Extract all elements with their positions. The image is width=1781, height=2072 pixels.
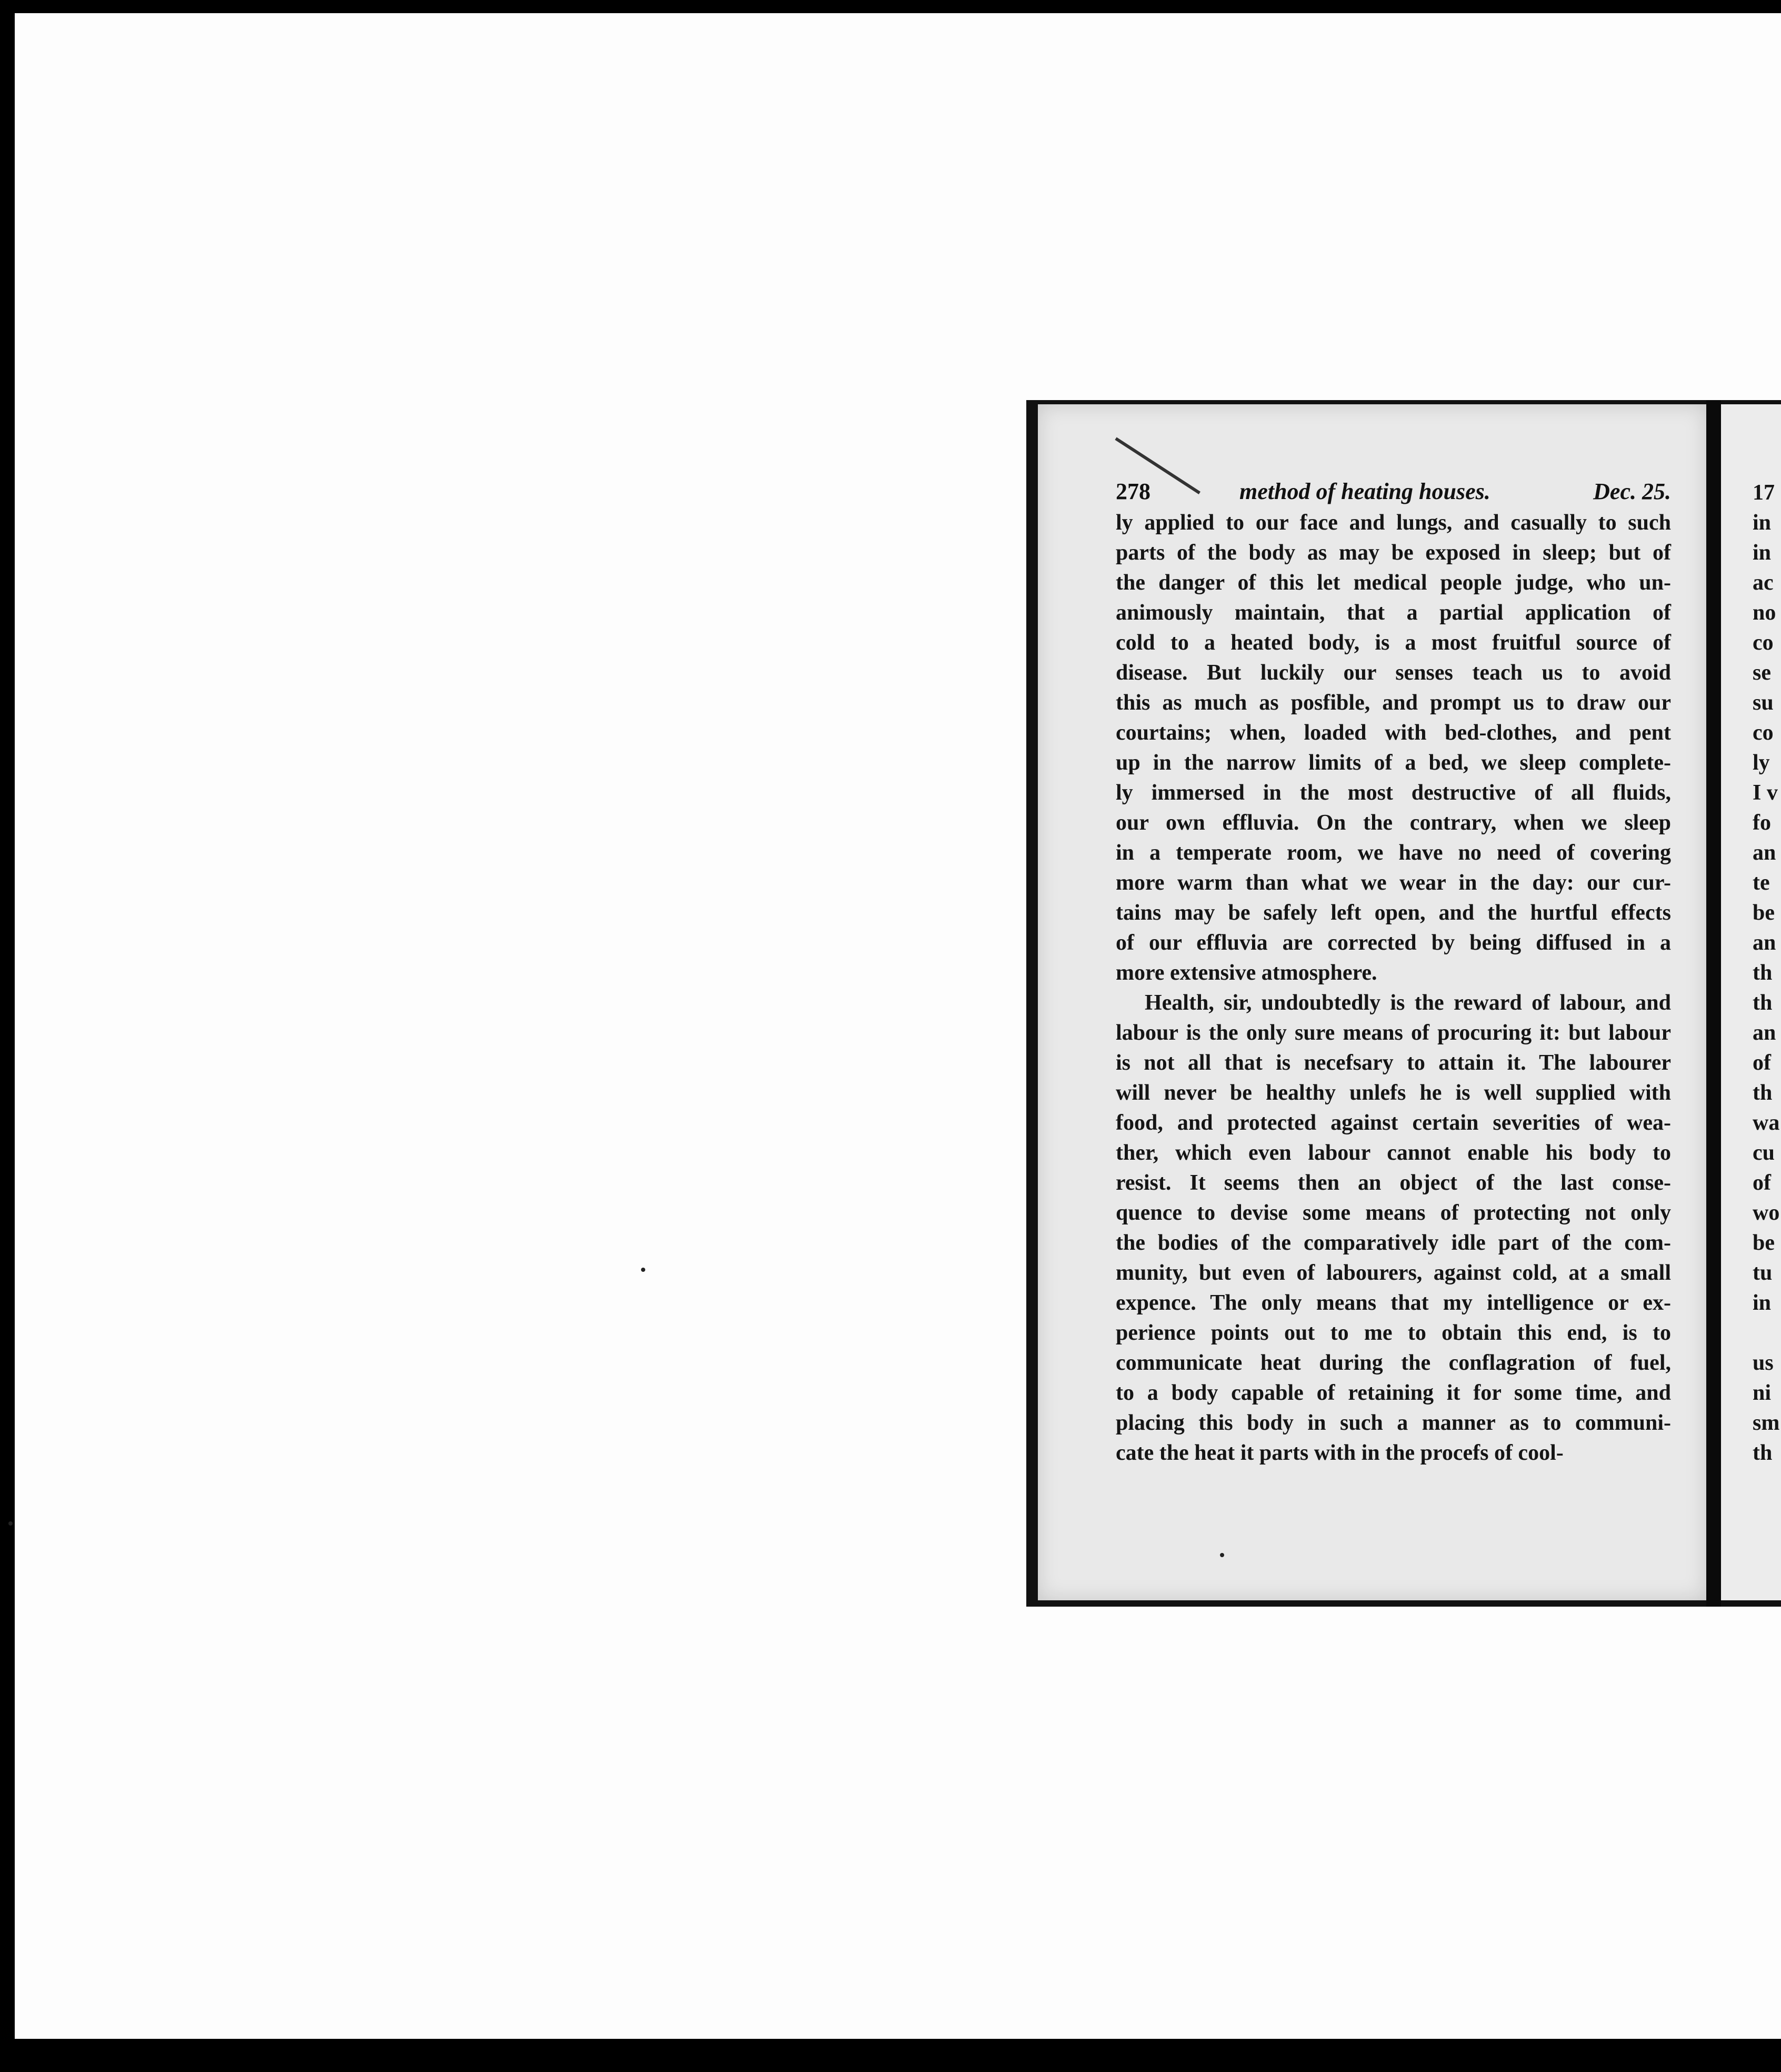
text-line: in a temperate room, we have no need of covering (1116, 841, 1671, 865)
header-date: Dec. 25. (1593, 479, 1671, 504)
right-page-fragment: ac (1753, 571, 1774, 595)
right-page-fragment: co (1753, 721, 1774, 745)
text-line: quence to devise some means of protecting not only (1116, 1201, 1671, 1225)
text-line: parts of the body as may be exposed in sleep; but of (1116, 541, 1671, 565)
right-page-fragment: th (1753, 961, 1773, 985)
right-page-fragment: ly (1753, 751, 1770, 775)
text-line: food, and protected against certain severities of wea- (1116, 1111, 1671, 1135)
right-page-fragment: th (1753, 1441, 1773, 1465)
right-page-fragment: sm (1753, 1411, 1780, 1435)
text-line: is not all that is necefsary to attain it. The labourer (1116, 1051, 1671, 1075)
text-line: disease. But luckily our senses teach us to avoid (1116, 661, 1671, 685)
text-line: more extensive atmosphere. (1116, 961, 1377, 985)
text-line: labour is the only sure means of procuring it: but labour (1116, 1021, 1671, 1045)
text-line: up in the narrow limits of a bed, we sleep complete- (1116, 751, 1671, 775)
text-line: ly applied to our face and lungs, and casually to such (1116, 511, 1671, 535)
scan-speck (8, 1521, 13, 1526)
right-page-fragment (1753, 1318, 1781, 1348)
right-page-fragment: ni (1753, 1381, 1772, 1405)
running-header (1116, 478, 1671, 510)
text-line: ly immersed in the most destructive of all fluids, (1116, 781, 1671, 805)
right-page-fragment: co (1753, 631, 1774, 655)
text-line: Health, sir, undoubtedly is the reward of labour, and (1145, 991, 1671, 1015)
right-page-fragment: wo (1753, 1201, 1780, 1225)
running-title: method of heating houses. (1239, 479, 1490, 504)
right-page-fragment: wa (1753, 1111, 1780, 1135)
right-page-fragment: su (1753, 691, 1774, 715)
right-page-text-fragments (1753, 478, 1781, 1468)
right-page-fragment: th (1753, 991, 1773, 1015)
right-page-fragment: an (1753, 931, 1776, 955)
page-number: 278 (1116, 479, 1150, 504)
text-line: communicate heat during the conflagration of fuel, (1116, 1351, 1671, 1375)
page-body-text (1116, 508, 1671, 1468)
text-line: cate the heat it parts with in the procefs of cool- (1116, 1441, 1564, 1465)
text-line: will never be healthy unlefs he is well supplied with (1116, 1081, 1671, 1105)
text-line: this as much as posfible, and prompt us to draw our (1116, 691, 1671, 715)
text-line: our own effluvia. On the contrary, when we sleep (1116, 811, 1671, 835)
right-page-fragment: an (1753, 841, 1776, 865)
text-line: of our effluvia are corrected by being diffused in a (1116, 931, 1671, 955)
right-page-fragment: I v (1753, 781, 1778, 805)
text-line: perience points out to me to obtain this end, is to (1116, 1321, 1671, 1345)
right-page-fragment: in (1753, 541, 1772, 565)
right-page-fragment: in (1753, 1291, 1772, 1315)
right-page-fragment: tu (1753, 1261, 1773, 1285)
right-page-fragment: an (1753, 1021, 1776, 1045)
text-line: courtains; when, loaded with bed-clothes, and pent (1116, 721, 1671, 745)
scan-speck (641, 1268, 645, 1272)
book-gutter (1706, 400, 1721, 1607)
right-page-fragment: th (1753, 1081, 1773, 1105)
right-page-fragment: in (1753, 511, 1772, 535)
scan-speck (1220, 1553, 1224, 1557)
right-page-fragment: of (1753, 1171, 1771, 1195)
text-line: munity, but even of labourers, against cold, at a small (1116, 1261, 1671, 1285)
right-page-fragment: te (1753, 871, 1770, 895)
right-page-fragment: 17 (1753, 481, 1775, 505)
text-line: to a body capable of retaining it for some time, and (1116, 1381, 1671, 1405)
text-line: expence. The only means that my intelligence or ex- (1116, 1291, 1671, 1315)
right-page-fragment: us (1753, 1351, 1774, 1375)
text-line: ther, which even labour cannot enable his body to (1116, 1141, 1671, 1165)
text-line: the danger of this let medical people judge, who un- (1116, 571, 1671, 595)
text-line: cold to a heated body, is a most fruitful source of (1116, 631, 1671, 655)
right-page-fragment: se (1753, 661, 1771, 685)
right-page-fragment: no (1753, 601, 1776, 625)
right-page-fragment: be (1753, 901, 1775, 925)
text-line: resist. It seems then an object of the last conse- (1116, 1171, 1671, 1195)
right-page-fragment: be (1753, 1231, 1775, 1255)
text-line: more warm than what we wear in the day: our cur- (1116, 871, 1671, 895)
right-page-fragment: cu (1753, 1141, 1775, 1165)
text-line: animously maintain, that a partial application of (1116, 601, 1671, 625)
right-page-fragment: fo (1753, 811, 1771, 835)
text-line: tains may be safely left open, and the hurtful effects (1116, 901, 1671, 925)
text-line: the bodies of the comparatively idle part of the com- (1116, 1231, 1671, 1255)
right-page-fragment: of (1753, 1051, 1771, 1075)
text-line: placing this body in such a manner as to communi- (1116, 1411, 1671, 1435)
